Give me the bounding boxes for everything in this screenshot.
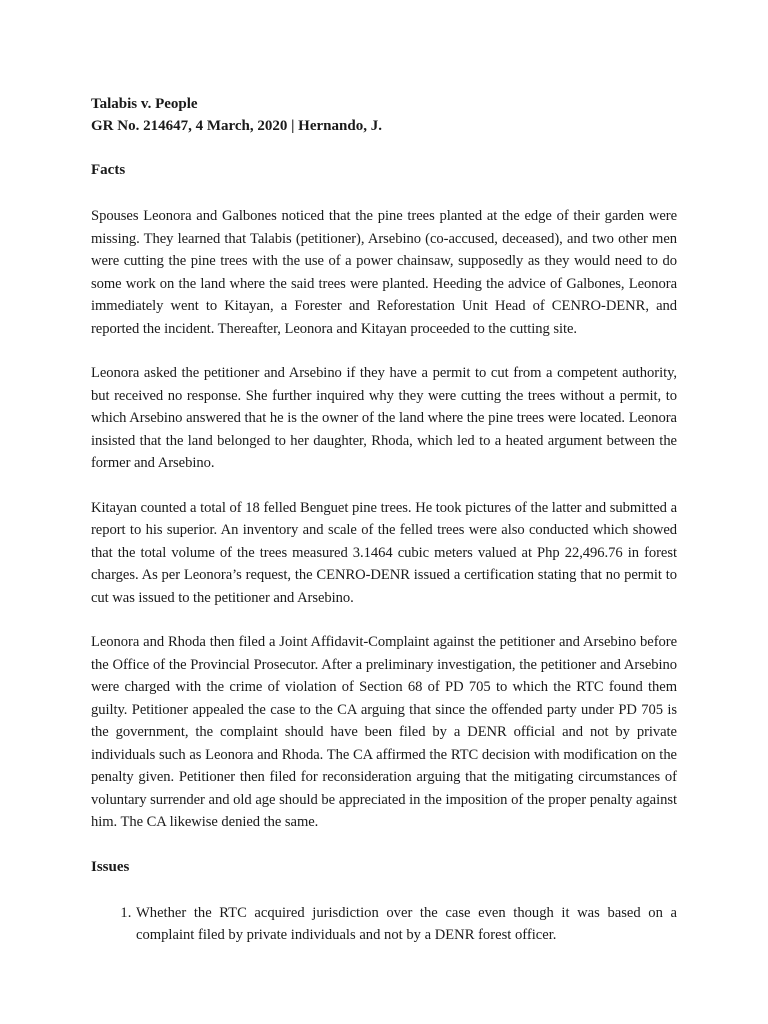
- facts-paragraph-4: Leonora and Rhoda then filed a Joint Affidavit-Complaint against the petitioner and Arsebino before the Office of the Provincial Prosecutor. After a preliminary investigation, the petitioner and Arsebino were charged with the crime of violation of Section 68 of PD 705 to which the RTC found them guilty. Petitioner appealed the case to the CA arguing that since the offended party under PD 705 is the government, the complaint should have been filed by a DENR official and not by private individuals such as Leonora and Rhoda. The CA affirmed the RTC decision with modification on the penalty given. Petitioner then filed for reconsideration arguing that the mitigating circumstances of voluntary surrender and old age should be appreciated in the imposition of the proper penalty against him. The CA likewise denied the same.: [91, 634, 677, 830]
- facts-paragraph-2: Leonora asked the petitioner and Arsebino if they have a permit to cut from a competent authority, but received no response. She further inquired why they were cutting the trees without a permit, to which Arsebino answered that he is the owner of the land where the pine trees were located. Leonora insisted that the land belonged to her daughter, Rhoda, which led to a heated argument between the former and Arsebino.: [91, 365, 677, 471]
- issues-list: [91, 902, 677, 947]
- facts-heading: Facts: [91, 162, 126, 178]
- issue-item-1: 1. Whether the RTC acquired jurisdiction over the case even though it was based on a complaint filed by private individuals and not by a DENR forest officer.: [135, 902, 677, 947]
- facts-paragraph-1: Spouses Leonora and Galbones noticed that the pine trees planted at the edge of their garden were missing. They learned that Talabis (petitioner), Arsebino (co-accused, deceased), and two other men were cutting the pine trees with the use of a power chainsaw, supposedly as they would need to do some work on the land where the said trees were planted. Heeding the advice of Galbones, Leonora immediately went to Kitayan, a Forester and Reforestation Unit Head of CENRO-DENR, and reported the incident. Thereafter, Leonora and Kitayan proceeded to the cutting site.: [91, 208, 677, 337]
- case-title: Talabis v. People: [91, 96, 198, 112]
- facts-paragraph-3: Kitayan counted a total of 18 felled Benguet pine trees. He took pictures of the latter and submitted a report to his superior. An inventory and scale of the felled trees were also conducted which showed that the total volume of the trees measured 3.1464 cubic meters valued at Php 22,496.76 in forest charges. As per Leonora’s request, the CENRO-DENR issued a certification stating that no permit to cut was issued to the petitioner and Arsebino.: [91, 499, 677, 606]
- case-citation: GR No. 214647, 4 March, 2020 | Hernando, J.: [91, 118, 382, 134]
- issues-heading: Issues: [91, 858, 130, 875]
